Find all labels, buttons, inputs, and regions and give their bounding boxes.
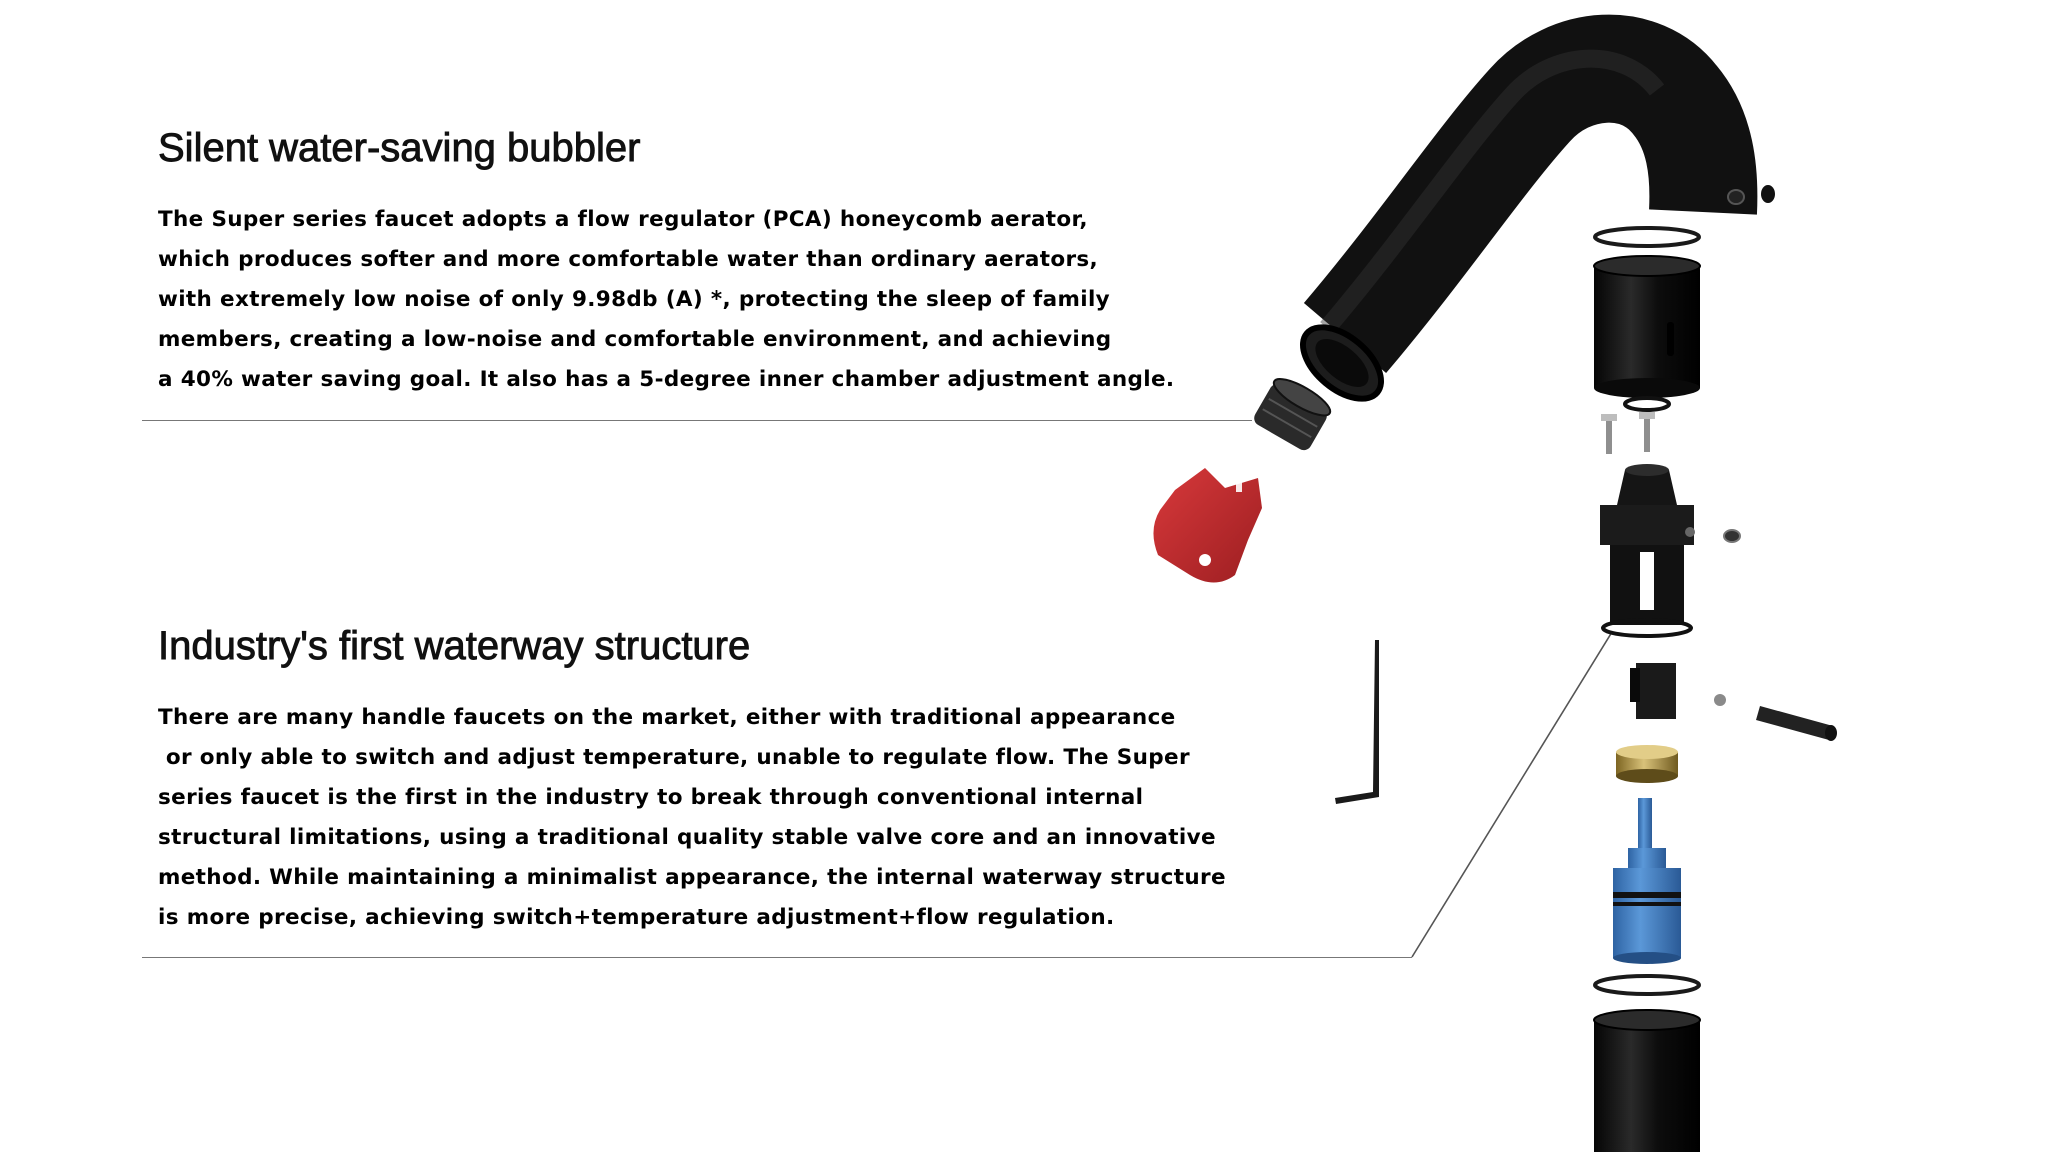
section-water-saving-bubbler bbox=[158, 124, 1258, 400]
paragraph-line: with extremely low noise of only 9.98db (A) *, protecting the sleep of family bbox=[158, 287, 1111, 312]
aerator bbox=[1251, 373, 1334, 453]
side-screw bbox=[1724, 530, 1740, 542]
leader-line bbox=[1412, 632, 1612, 957]
paragraph-line: or only able to switch and adjust temperature, unable to regulate flow. The Super bbox=[158, 745, 1190, 770]
o-ring bbox=[1595, 976, 1699, 994]
aerator-key bbox=[1153, 468, 1262, 583]
paragraph-line: which produces softer and more comfortable water than ordinary aerators, bbox=[158, 247, 1099, 272]
section-heading: Industry's first waterway structure bbox=[158, 624, 751, 668]
section-paragraph bbox=[158, 200, 1258, 400]
paragraph-line: members, creating a low-noise and comfortable environment, and achieving bbox=[158, 327, 1112, 352]
brass-nut bbox=[1616, 745, 1678, 783]
section-paragraph bbox=[158, 698, 1358, 938]
valve-cartridge bbox=[1613, 798, 1681, 964]
lower-body-cylinder bbox=[1594, 1010, 1700, 1152]
paragraph-line: method. While maintaining a minimalist appearance, the internal waterway structure bbox=[158, 865, 1226, 890]
spout bbox=[1290, 59, 1703, 413]
section-heading: Silent water-saving bubbler bbox=[158, 126, 641, 170]
paragraph-line: a 40% water saving goal. It also has a 5-degree inner chamber adjustment angle. bbox=[158, 367, 1175, 392]
cartridge-screws bbox=[1601, 412, 1655, 454]
paragraph-line: is more precise, achieving switch+temperature adjustment+flow regulation. bbox=[158, 905, 1115, 930]
paragraph-line: The Super series faucet adopts a flow regulator (PCA) honeycomb aerator, bbox=[158, 207, 1088, 232]
o-ring bbox=[1595, 228, 1699, 246]
upper-body-cylinder bbox=[1594, 256, 1700, 398]
cartridge-housing bbox=[1600, 464, 1695, 636]
paragraph-line: series faucet is the first in the industry to break through conventional internal bbox=[158, 785, 1144, 810]
handle-insert bbox=[1630, 663, 1837, 741]
divider-line bbox=[142, 957, 1412, 958]
paragraph-line: structural limitations, using a traditional quality stable valve core and an innovative bbox=[158, 825, 1216, 850]
divider-line bbox=[142, 420, 1252, 421]
set-screws bbox=[1728, 185, 1775, 204]
small-o-ring bbox=[1625, 398, 1669, 410]
paragraph-line: There are many handle faucets on the market, either with traditional appearance bbox=[158, 705, 1176, 730]
section-waterway-structure bbox=[158, 622, 1358, 938]
